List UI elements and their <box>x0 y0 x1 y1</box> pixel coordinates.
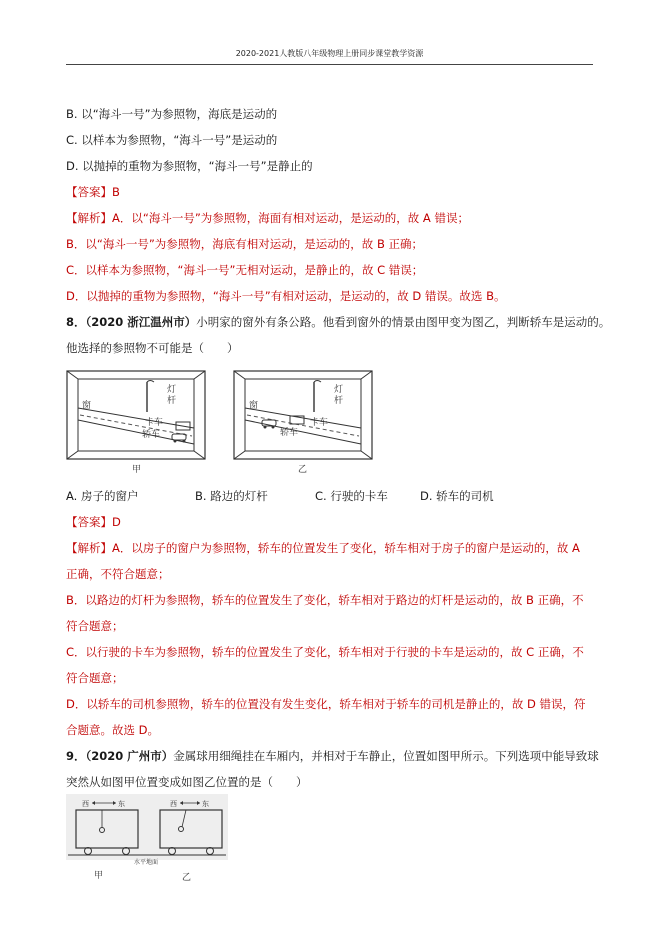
answer-label: 【答案】B <box>66 185 120 199</box>
question-number: 9． <box>66 749 86 763</box>
window-label: 窗 <box>249 401 259 411</box>
question-9-stem <box>66 748 599 764</box>
lamp-label-1: 灯 <box>334 385 344 395</box>
option-d: D. 轿车的司机 <box>420 489 494 503</box>
question-text: 小明家的窗外有条公路。他看到窗外的情景由图甲变为图乙，判断轿车是运动的。 <box>196 315 611 329</box>
figure-caption: 甲 <box>132 465 142 475</box>
question-source: （2020 广州市） <box>85 749 174 763</box>
figure-caption: 乙 <box>298 465 308 475</box>
east-label: 东 <box>202 800 209 808</box>
question-8-stem-cont: 他选择的参照物不可能是（ ） <box>66 341 239 355</box>
question-number: 8． <box>66 315 86 329</box>
east-label: 东 <box>118 800 125 808</box>
analysis-line: 合题意。故选 D。 <box>66 723 160 737</box>
analysis-line: B．以“海斗一号”为参照物，海底有相对运动，是运动的，故 B 正确； <box>66 237 424 251</box>
lamp-label-2: 杆 <box>167 396 177 406</box>
analysis-line: D．以抛掉的重物为参照物，“海斗一号”有相对运动，是运动的，故 D 错误。故选 B。 <box>66 289 506 303</box>
lamp-label-2: 杆 <box>334 396 344 406</box>
figure-q9 <box>66 794 236 886</box>
window-label: 窗 <box>82 401 92 411</box>
question-8-stem <box>66 314 610 330</box>
figure-q8 <box>66 368 386 480</box>
analysis-line: D．以轿车的司机参照物，轿车的位置没有发生变化，轿车相对于轿车的司机是静止的，故 D 错误，符 <box>66 697 586 711</box>
option-d: D. 以抛掉的重物为参照物，“海斗一号”是静止的 <box>66 159 313 173</box>
question-text: 金属球用细绳挂在车厢内，并相对于车静止，位置如图甲所示。下列选项中能导致球 <box>173 749 599 763</box>
answer-label: 【答案】D <box>66 515 121 529</box>
analysis-line: 【解析】A．以房子的窗户为参照物，轿车的位置发生了变化，轿车相对于房子的窗户是运动的，故 A <box>66 541 580 555</box>
car-label: 轿车 <box>280 428 299 438</box>
truck-label: 卡车 <box>145 418 164 428</box>
figure-yi <box>234 371 372 475</box>
analysis-line: C．以行驶的卡车为参照物，轿车的位置发生了变化，轿车相对于行驶的卡车是运动的，故 C 正确，不 <box>66 645 584 659</box>
ground-label: 水平地面 <box>134 859 159 866</box>
lamp-label-1: 灯 <box>167 385 177 395</box>
analysis-line: C．以样本为参照物，“海斗一号”无相对运动，是静止的，故 C 错误； <box>66 263 424 277</box>
option-c: C. 以样本为参照物，“海斗一号”是运动的 <box>66 133 278 147</box>
figure-caption: 甲 <box>94 871 104 881</box>
analysis-line: 【解析】A．以“海斗一号”为参照物，海面有相对运动，是运动的，故 A 错误； <box>66 211 469 225</box>
option-c: C. 行驶的卡车 <box>315 489 388 503</box>
analysis-line: 正确，不符合题意； <box>66 567 170 581</box>
option-b: B. 路边的灯杆 <box>195 489 268 503</box>
figure-jia <box>67 371 205 475</box>
option-a: A. 房子的窗户 <box>66 489 139 503</box>
option-b: B. 以“海斗一号”为参照物，海底是运动的 <box>66 107 278 121</box>
figure-caption: 乙 <box>182 873 192 883</box>
question-source: （2020 浙江温州市） <box>85 315 197 329</box>
truck-label: 卡车 <box>310 418 329 428</box>
analysis-line: 符合题意； <box>66 619 124 633</box>
analysis-line: 符合题意； <box>66 671 124 685</box>
west-label: 西 <box>82 800 89 808</box>
west-label: 西 <box>170 800 177 808</box>
car-label: 轿车 <box>142 430 161 440</box>
question-9-stem-cont: 突然从如图甲位置变成如图乙位置的是（ ） <box>66 775 308 789</box>
page-header: 2020-2021人教版八年级物理上册同步课堂教学资源 <box>66 48 593 65</box>
analysis-line: B．以路边的灯杆为参照物，轿车的位置发生了变化，轿车相对于路边的灯杆是运动的，故 B 正确，不 <box>66 593 584 607</box>
